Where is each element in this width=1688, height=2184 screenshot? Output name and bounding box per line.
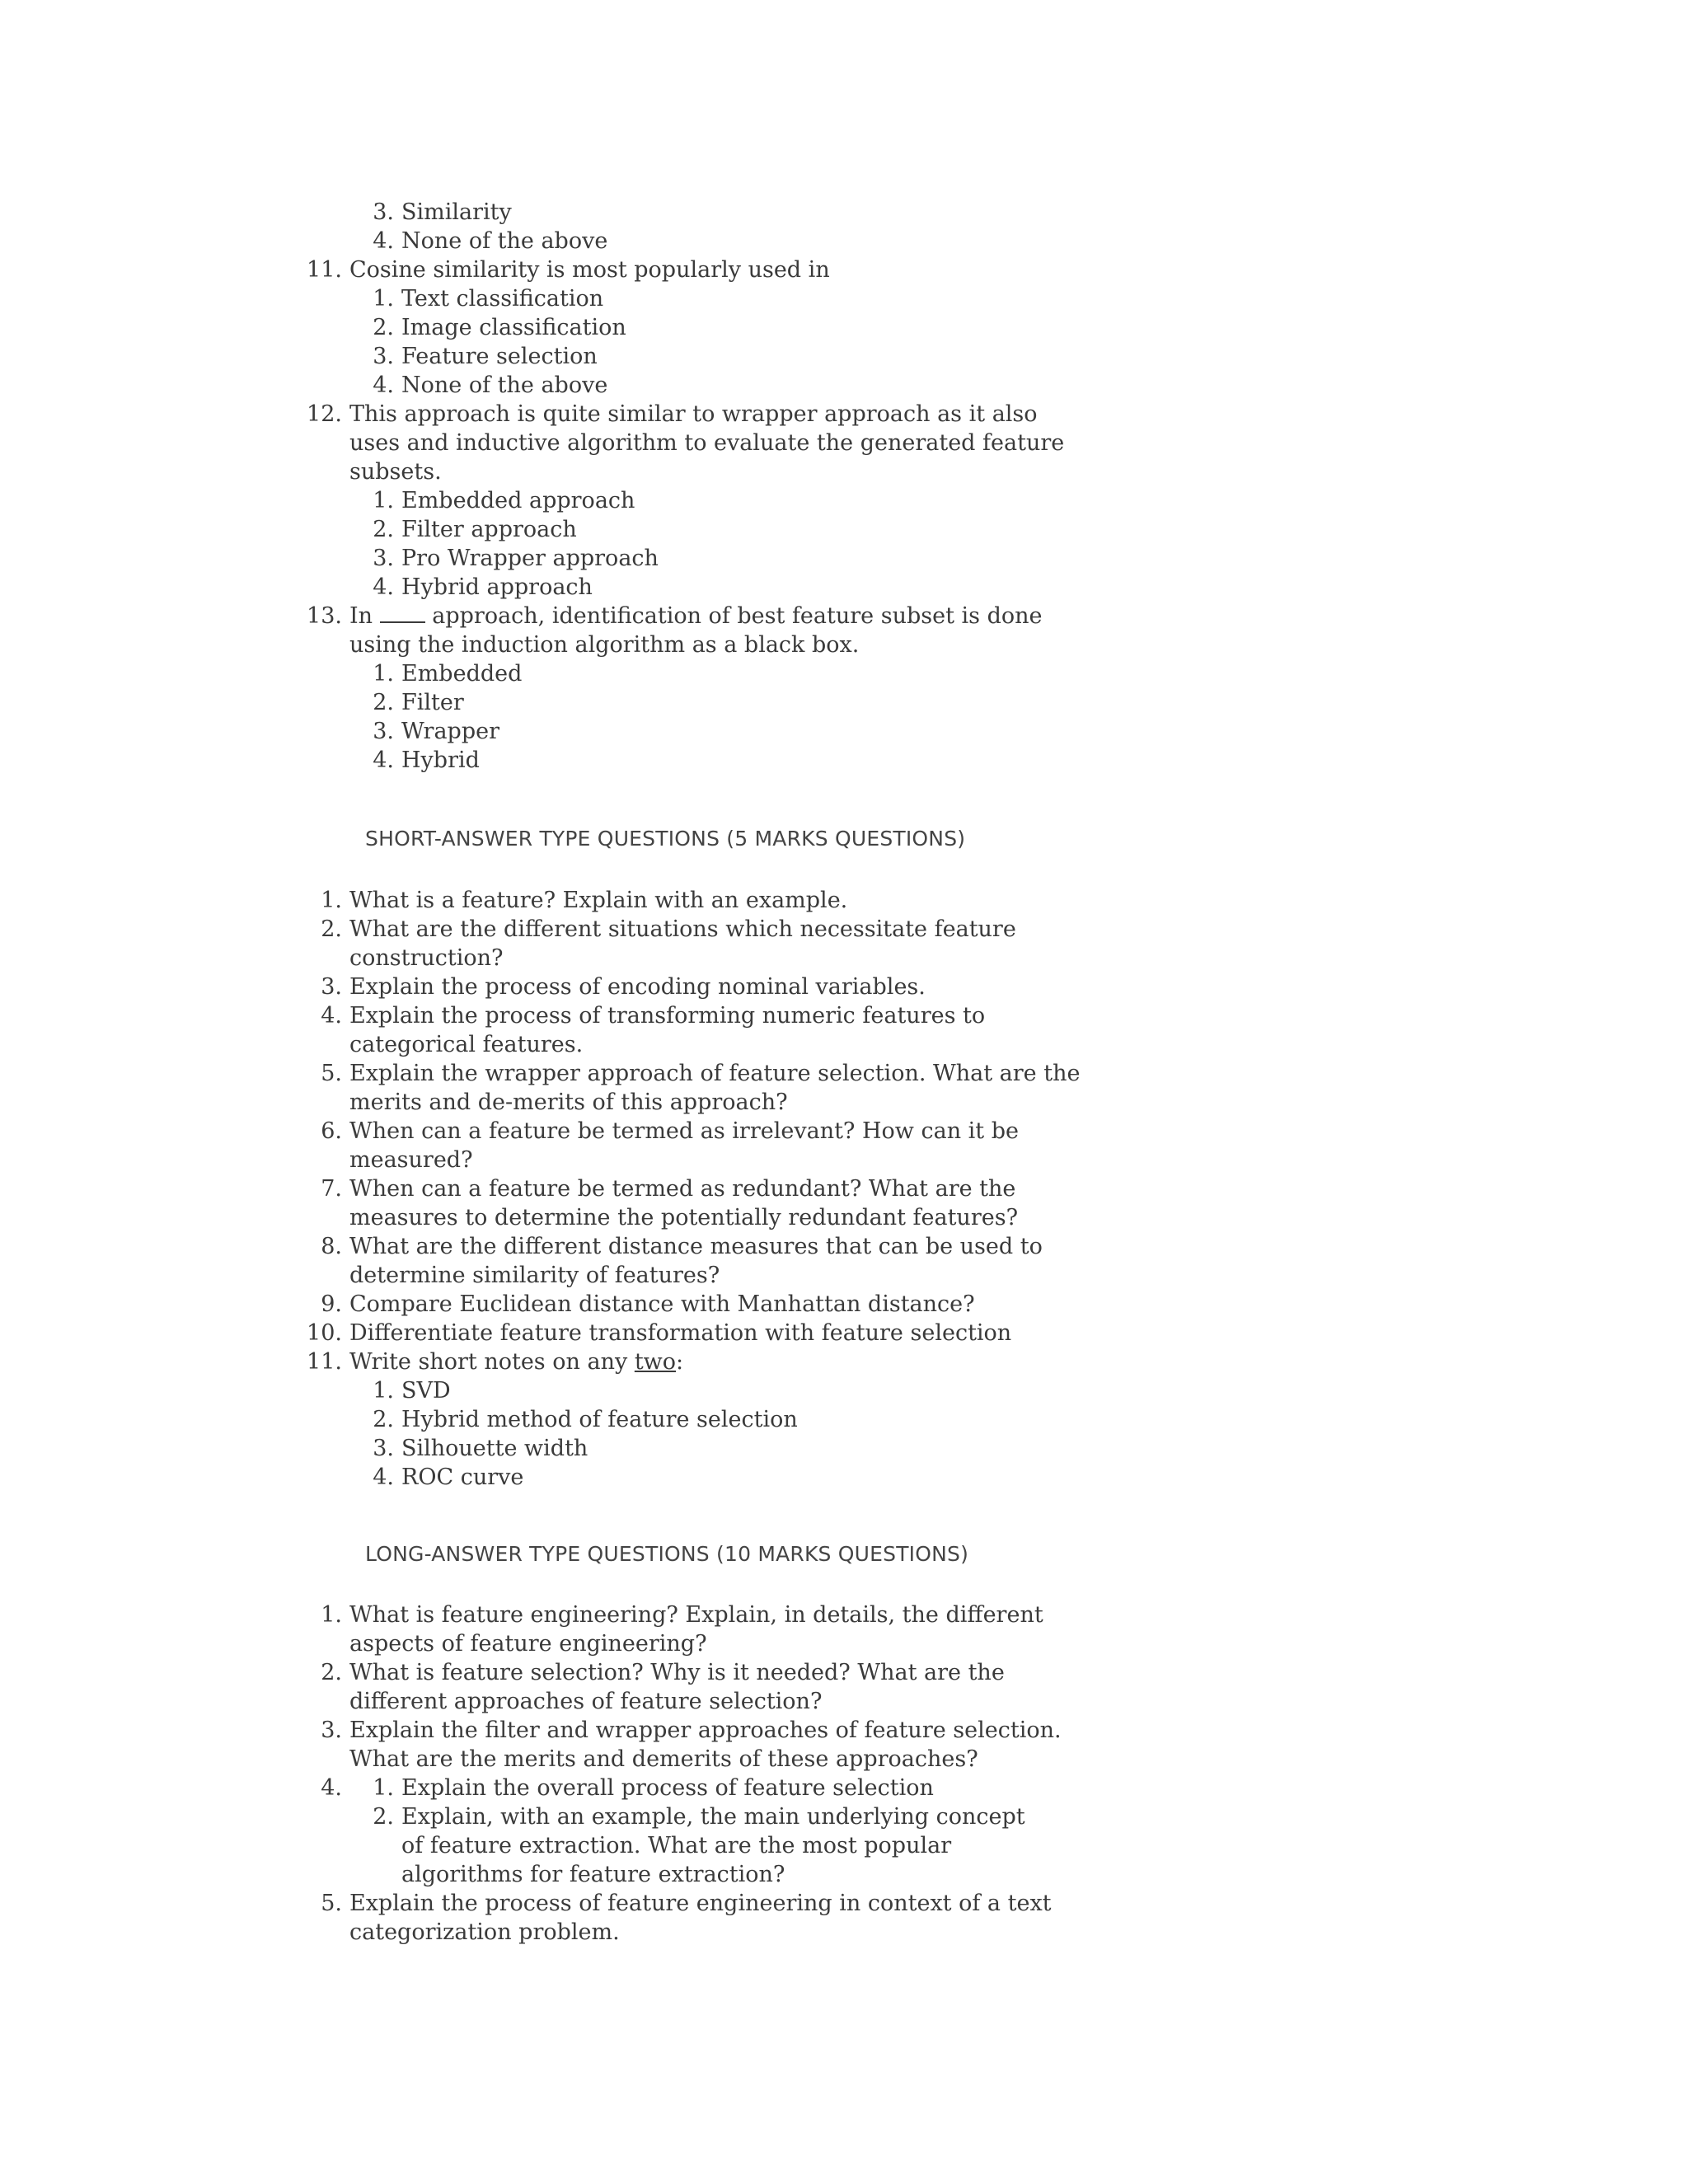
question-text: Cosine similarity is most popularly used in: [349, 257, 830, 283]
option-text: Image classification: [401, 315, 626, 340]
question-number: 11.: [307, 257, 342, 283]
question-text-line: determine similarity of features?: [349, 1263, 720, 1288]
underlined-word: two: [634, 1349, 677, 1375]
option-text: Wrapper: [401, 719, 499, 744]
option-number: 2.: [373, 315, 394, 340]
question-text-line: construction?: [349, 945, 504, 971]
question-number: 7.: [321, 1176, 342, 1202]
question-number: 5.: [321, 1061, 342, 1086]
question-text-line: What are the merits and demerits of these approaches?: [349, 1746, 978, 1772]
question-text-line: When can a feature be termed as irrelevant? How can it be: [349, 1118, 1020, 1144]
question-text-line: Explain the process of feature engineering in context of a text: [349, 1891, 1052, 1916]
question-number: 4.: [321, 1775, 342, 1801]
option-text: Hybrid approach: [401, 574, 593, 600]
question-text-line: aspects of feature engineering?: [349, 1631, 707, 1657]
question-text: What is a feature? Explain with an example.: [349, 888, 848, 913]
question-number: 10.: [307, 1320, 342, 1346]
option-number: 4.: [373, 748, 394, 773]
question-text-post: approach, identification of best feature subset is done: [432, 603, 1043, 629]
question-text-line: When can a feature be termed as redundant? What are the: [349, 1176, 1016, 1202]
option-text: Hybrid method of feature selection: [401, 1407, 798, 1432]
question-text-line: Explain the filter and wrapper approaches of feature selection.: [349, 1718, 1062, 1743]
question-text-line: What is feature engineering? Explain, in details, the different: [349, 1602, 1043, 1628]
question-number: 2.: [321, 916, 342, 942]
question-number: 2.: [321, 1660, 342, 1685]
question-text: Explain the process of encoding nominal variables.: [349, 974, 926, 1000]
question-text: Compare Euclidean distance with Manhattan distance?: [349, 1291, 975, 1317]
option-text: Feature selection: [401, 344, 598, 369]
option-number: 4.: [373, 228, 394, 254]
option-number: 1.: [373, 488, 394, 513]
long-answer-heading: LONG-ANSWER TYPE QUESTIONS (10 MARKS QUESTIONS): [365, 1542, 969, 1566]
question-number: 1.: [321, 888, 342, 913]
option-number: 4.: [373, 574, 394, 600]
option-number: 2.: [373, 1407, 394, 1432]
short-answer-heading: SHORT-ANSWER TYPE QUESTIONS (5 MARKS QUESTIONS): [365, 827, 966, 851]
question-number: 11.: [307, 1349, 342, 1375]
question-text-line: categorization problem.: [349, 1919, 620, 1945]
question-text-line: Explain the wrapper approach of feature selection. What are the: [349, 1061, 1081, 1086]
option-text: SVD: [401, 1378, 451, 1404]
option-text: Text classification: [401, 286, 604, 312]
part-text-line: Explain, with an example, the main underlying concept: [401, 1804, 1025, 1830]
option-text: Pro Wrapper approach: [401, 546, 659, 571]
option-number: 1.: [373, 286, 394, 312]
option-number: 3.: [373, 344, 394, 369]
option-text: Silhouette width: [401, 1436, 588, 1461]
option-text: Similarity: [401, 199, 512, 225]
option-text: ROC curve: [401, 1465, 524, 1490]
option-text: Filter approach: [401, 517, 577, 542]
question-number: 13.: [307, 603, 342, 629]
question-number: 9.: [321, 1291, 342, 1317]
question-text-line: different approaches of feature selection?: [349, 1689, 823, 1714]
question-number: 8.: [321, 1234, 342, 1259]
question-text-line: What are the different situations which necessitate feature: [349, 916, 1016, 942]
question-number: 4.: [321, 1003, 342, 1029]
question-text-pre: In: [349, 603, 373, 629]
question-text: Differentiate feature transformation with feature selection: [349, 1320, 1012, 1346]
option-text: Embedded: [401, 661, 523, 687]
question-text-line: [349, 602, 1043, 630]
option-number: 1.: [373, 1378, 394, 1404]
fill-in-blank: [380, 603, 425, 623]
option-number: 4.: [373, 1465, 394, 1490]
question-number: 12.: [307, 401, 342, 427]
question-number: 3.: [321, 1718, 342, 1743]
option-number: 3.: [373, 719, 394, 744]
question-text-line: What is feature selection? Why is it needed? What are the: [349, 1660, 1005, 1685]
question-text-line: subsets.: [349, 459, 442, 485]
option-number: 3.: [373, 199, 394, 225]
question-text-line: categorical features.: [349, 1032, 584, 1057]
option-text: Filter: [401, 690, 464, 715]
option-text: Embedded approach: [401, 488, 635, 513]
part-text-line: Explain the overall process of feature selection: [401, 1775, 934, 1801]
part-number: 2.: [373, 1804, 394, 1830]
question-text-post: :: [676, 1349, 684, 1375]
question-text: [349, 1347, 683, 1376]
question-number: 6.: [321, 1118, 342, 1144]
question-text-line: Explain the process of transforming numeric features to: [349, 1003, 986, 1029]
question-text-line: measured?: [349, 1147, 473, 1173]
option-text: Hybrid: [401, 748, 480, 773]
question-text-line: uses and inductive algorithm to evaluate the generated feature: [349, 430, 1065, 456]
question-text-pre: Write short notes on any: [349, 1349, 628, 1375]
option-number: 2.: [373, 690, 394, 715]
option-number: 1.: [373, 661, 394, 687]
question-text-line: merits and de-merits of this approach?: [349, 1090, 788, 1115]
option-text: None of the above: [401, 373, 608, 398]
part-text-line: of feature extraction. What are the most popular: [401, 1833, 952, 1858]
part-text-line: algorithms for feature extraction?: [401, 1862, 785, 1887]
option-number: 3.: [373, 1436, 394, 1461]
option-number: 4.: [373, 373, 394, 398]
question-text-line: using the induction algorithm as a black box.: [349, 632, 860, 658]
question-text-line: measures to determine the potentially redundant features?: [349, 1205, 1019, 1230]
option-text: None of the above: [401, 228, 608, 254]
option-number: 2.: [373, 517, 394, 542]
question-text-line: What are the different distance measures that can be used to: [349, 1234, 1043, 1259]
question-number: 1.: [321, 1602, 342, 1628]
question-number: 5.: [321, 1891, 342, 1916]
part-number: 1.: [373, 1775, 394, 1801]
option-number: 3.: [373, 546, 394, 571]
question-text-line: This approach is quite similar to wrapper approach as it also: [349, 401, 1038, 427]
question-number: 3.: [321, 974, 342, 1000]
